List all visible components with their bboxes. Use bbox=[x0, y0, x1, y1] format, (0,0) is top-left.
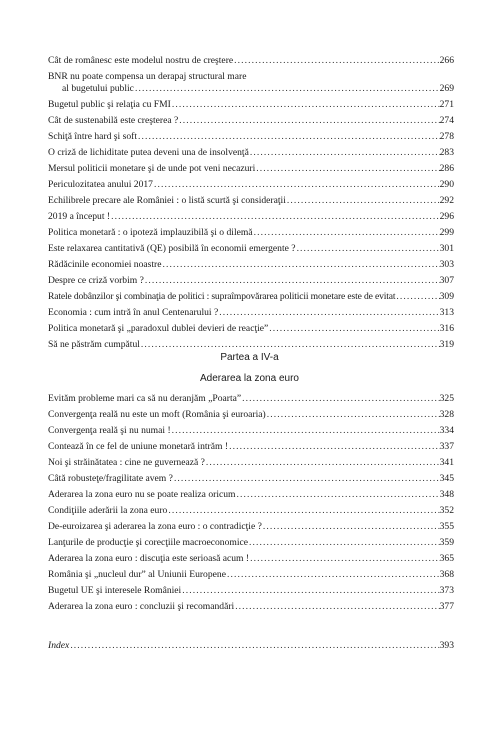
toc-entry-page: 309 bbox=[439, 291, 454, 303]
toc-leader-dots bbox=[233, 55, 439, 67]
toc-entry-page: 328 bbox=[439, 409, 454, 421]
toc-leader-dots bbox=[181, 585, 439, 597]
toc-entry bbox=[48, 115, 454, 127]
toc-entry-title: Convergenţa reală şi nu numai ! bbox=[48, 425, 171, 437]
toc-entry-title: Index bbox=[48, 640, 70, 651]
toc-entry bbox=[48, 211, 454, 223]
toc-entry bbox=[48, 307, 454, 319]
toc-entry-page: 341 bbox=[439, 457, 454, 469]
toc-entry-page: 290 bbox=[439, 178, 454, 190]
toc-entry-page: 365 bbox=[439, 553, 454, 565]
toc-leader-dots bbox=[228, 441, 440, 453]
toc-entry-page: 292 bbox=[439, 194, 454, 206]
toc-entry-title: De-euroizarea şi aderarea la zona euro : o contradicţie ? bbox=[48, 521, 262, 533]
toc-entry-title: Evităm probleme mari ca să nu deranjăm „Poarta” bbox=[48, 393, 242, 404]
toc-entry bbox=[48, 393, 454, 405]
toc-entry bbox=[48, 147, 454, 159]
toc-leader-dots bbox=[253, 227, 440, 239]
toc-entry-page: 271 bbox=[439, 98, 454, 110]
toc-entry-page: 299 bbox=[439, 226, 454, 238]
toc-leader-dots bbox=[134, 83, 440, 95]
toc-entry bbox=[48, 259, 454, 271]
toc-leader-dots bbox=[137, 131, 440, 143]
toc-entry bbox=[48, 163, 454, 175]
part-subheading: Aderarea la zona euro bbox=[200, 373, 299, 384]
toc-entry bbox=[48, 537, 454, 549]
toc-entry-title-cont: al bugetului public bbox=[62, 82, 134, 94]
toc-leader-dots bbox=[205, 457, 440, 469]
toc-entry bbox=[48, 601, 454, 613]
toc-leader-dots bbox=[268, 323, 439, 335]
toc-entry bbox=[48, 291, 454, 303]
toc-leader-dots bbox=[140, 339, 440, 351]
toc-entry-page: 301 bbox=[439, 242, 454, 254]
toc-entry-title: Bugetul UE şi interesele României bbox=[48, 585, 182, 597]
toc-entry-page: 352 bbox=[439, 505, 454, 517]
toc-entry bbox=[48, 409, 454, 421]
toc-entry bbox=[48, 131, 454, 143]
toc-leader-dots bbox=[69, 640, 439, 652]
toc-entry-page: 377 bbox=[439, 601, 454, 613]
toc-entry-page: 307 bbox=[439, 275, 454, 286]
toc-entry-page: 303 bbox=[439, 258, 454, 270]
toc-leader-dots bbox=[110, 211, 440, 223]
toc-leader-dots bbox=[171, 425, 440, 437]
toc-entry-title: Câtă robusteţe/fragilitate avem ? bbox=[48, 473, 173, 485]
toc-entry-page: 393 bbox=[439, 640, 454, 651]
toc-entry-title: Aderarea la zona euro nu se poate realiza oricum bbox=[48, 489, 236, 501]
toc-entry bbox=[48, 339, 454, 351]
toc-leader-dots bbox=[262, 521, 440, 533]
toc-entry-page: 274 bbox=[439, 114, 454, 126]
toc-leader-dots bbox=[144, 275, 440, 287]
toc-entry-page: 345 bbox=[439, 473, 454, 485]
toc-entry-title: Ratele dobânzilor şi combinaţia de politici : supraîmpovărarea politicii monetare este de evitat bbox=[48, 291, 396, 303]
toc-entry-page: 283 bbox=[439, 146, 454, 158]
toc-entry-title: Condiţiile aderării la zona euro bbox=[48, 505, 168, 517]
part-heading: Partea a IV-a bbox=[220, 352, 279, 363]
toc-entry-title: Bugetul public şi relaţia cu FMI bbox=[48, 98, 171, 110]
toc-entry bbox=[48, 323, 454, 335]
toc-leader-dots bbox=[248, 537, 440, 549]
toc-entry-title: Aderarea la zona euro : concluzii şi recomandări bbox=[48, 601, 235, 613]
toc-entry-title: Periculozitatea anului 2017 bbox=[48, 178, 153, 190]
toc-leader-dots bbox=[286, 195, 440, 207]
toc-entry-title: Aderarea la zona euro : discuţia este serioasă acum ! bbox=[48, 553, 250, 565]
toc-entry-page: 286 bbox=[439, 162, 454, 174]
toc-entry-page: 296 bbox=[439, 210, 454, 222]
toc-leader-dots bbox=[167, 505, 439, 517]
toc-entry bbox=[48, 505, 454, 517]
toc-leader-dots bbox=[236, 489, 440, 501]
toc-leader-dots bbox=[249, 147, 440, 159]
toc-index bbox=[48, 640, 454, 656]
toc-entry bbox=[48, 441, 454, 453]
toc-entry bbox=[48, 425, 454, 437]
toc-entry bbox=[48, 243, 454, 255]
toc-entry-page: 269 bbox=[439, 82, 454, 94]
toc-leader-dots bbox=[178, 115, 439, 127]
toc-entry-title: Noi şi străinătatea : cine ne guvernează ? bbox=[48, 457, 205, 469]
toc-entry-page: 316 bbox=[439, 323, 454, 335]
toc-entry-title: Politica monetară : o ipoteză implauzibilă şi o dilemă bbox=[48, 226, 253, 238]
toc-leader-dots bbox=[226, 569, 440, 581]
toc-section-continued bbox=[48, 55, 454, 355]
toc-entry-title: Mersul politicii monetare şi de unde pot veni necazuri bbox=[48, 162, 256, 174]
toc-leader-dots bbox=[296, 243, 440, 255]
toc-leader-dots bbox=[255, 163, 439, 175]
toc-entry-page: 266 bbox=[439, 55, 454, 66]
toc-entry-title: Echilibrele precare ale României : o listă scurtă şi consideraţii bbox=[48, 194, 286, 206]
toc-entry bbox=[48, 457, 454, 469]
toc-entry-title: Politica monetară şi „paradoxul dublei devieri de reacţie” bbox=[48, 323, 269, 335]
toc-entry-title: Economia : cum intră în anul Centenarului ? bbox=[48, 307, 219, 319]
toc-entry-title: Rădăcinile economiei noastre bbox=[48, 258, 162, 270]
toc-entry-page: 334 bbox=[439, 425, 454, 437]
toc-entry bbox=[48, 553, 454, 565]
toc-entry-page: 319 bbox=[439, 339, 454, 351]
toc-entry bbox=[48, 71, 454, 94]
toc-leader-dots bbox=[241, 393, 439, 405]
toc-entry-title: Despre ce criză vorbim ? bbox=[48, 275, 144, 286]
toc-leader-dots bbox=[395, 291, 439, 303]
toc-entry bbox=[48, 521, 454, 533]
toc-entry bbox=[48, 473, 454, 485]
toc-entry-title: Este relaxarea cantitativă (QE) posibilă în economii emergente ? bbox=[48, 242, 296, 254]
toc-entry bbox=[48, 489, 454, 501]
toc-entry-title: Contează în ce fel de uniune monetară intrăm ! bbox=[48, 441, 229, 453]
toc-entry-page: 278 bbox=[439, 130, 454, 142]
toc-entry-page: 313 bbox=[439, 307, 454, 319]
toc-entry-title: Cât de românesc este modelul nostru de creştere bbox=[48, 55, 234, 66]
toc-leader-dots bbox=[161, 259, 439, 271]
toc-entry-title: Convergenţa reală nu este un moft (România şi euroaria) bbox=[48, 409, 266, 421]
toc-entry-page: 373 bbox=[439, 585, 454, 597]
toc-entry bbox=[48, 179, 454, 191]
toc-entry bbox=[48, 569, 454, 581]
toc-entry-page: 359 bbox=[439, 537, 454, 549]
toc-leader-dots bbox=[249, 553, 440, 565]
toc-entry-title: Să ne păstrăm cumpătul bbox=[48, 339, 140, 351]
toc-section-part4 bbox=[48, 393, 454, 617]
toc-entry-index bbox=[48, 640, 454, 652]
toc-entry bbox=[48, 227, 454, 239]
toc-entry bbox=[48, 55, 454, 67]
toc-leader-dots bbox=[218, 307, 439, 319]
toc-entry-page: 368 bbox=[439, 569, 454, 581]
toc-entry bbox=[48, 195, 454, 207]
toc-leader-dots bbox=[173, 473, 440, 485]
toc-leader-dots bbox=[153, 179, 440, 191]
toc-entry-title: Lanţurile de producţie şi corecţiile macroeconomice bbox=[48, 537, 249, 549]
toc-entry-page: 337 bbox=[439, 441, 454, 453]
toc-entry-title: Cât de sustenabilă este creşterea ? bbox=[48, 114, 179, 126]
toc-entry-page: 355 bbox=[439, 521, 454, 533]
toc-entry bbox=[48, 99, 454, 111]
toc-entry bbox=[48, 275, 454, 287]
toc-entry-title: BNR nu poate compensa un derapaj structural mare bbox=[48, 71, 247, 83]
toc-leader-dots bbox=[171, 99, 440, 111]
toc-entry-page: 325 bbox=[439, 393, 454, 404]
toc-leader-dots bbox=[234, 601, 439, 613]
toc-entry-title: O criză de lichiditate putea deveni una de insolvenţă bbox=[48, 146, 249, 158]
toc-entry-title: 2019 a început ! bbox=[48, 210, 111, 222]
toc-entry-title: Schiţă între hard şi soft bbox=[48, 130, 137, 142]
toc-entry-page: 348 bbox=[439, 489, 454, 501]
toc-leader-dots bbox=[266, 409, 440, 421]
toc-entry bbox=[48, 585, 454, 597]
toc-entry-title: România şi „nucleul dur” al Uniunii Europene bbox=[48, 569, 226, 581]
